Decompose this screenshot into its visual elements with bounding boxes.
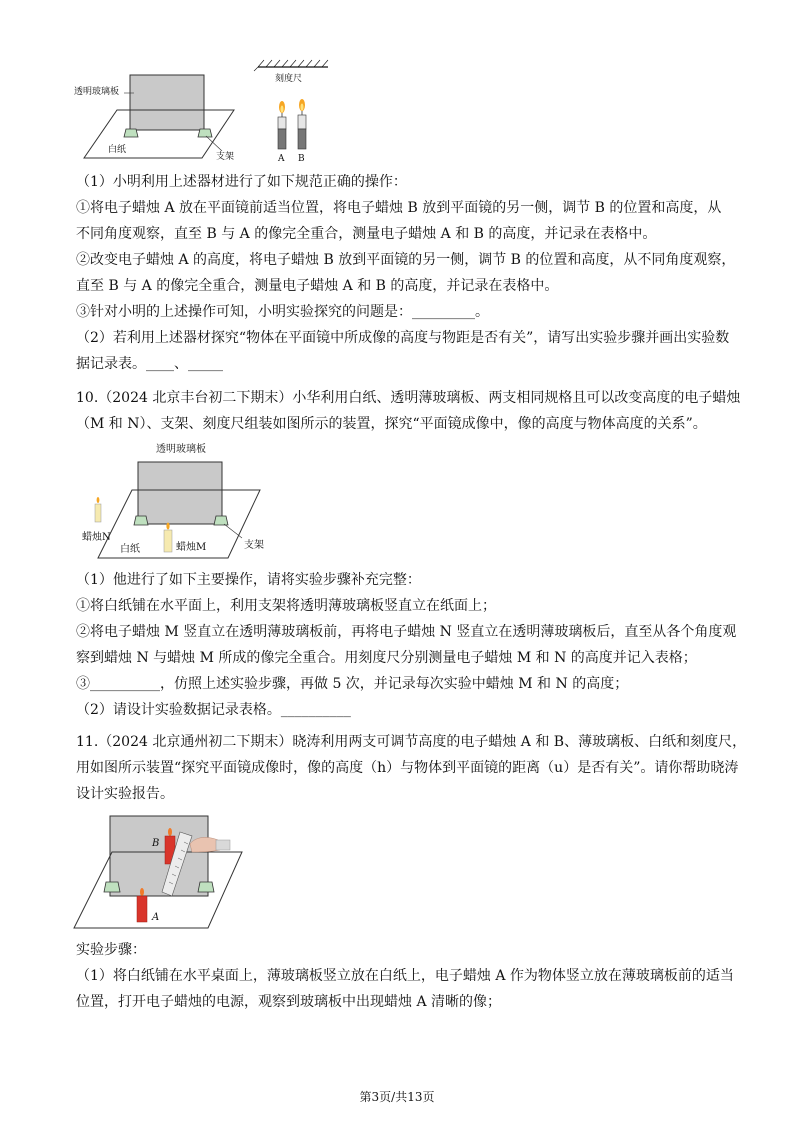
figure-q11-apparatus: [72, 812, 252, 932]
q9-step2-line1: ②改变电子蜡烛 A 的高度，将电子蜡烛 B 放到平面镜的另一侧，调节 B 的位置和高度，从不同角度观察，: [76, 252, 736, 268]
q11-label-b: B: [152, 838, 160, 849]
figure-q9-apparatus: [72, 55, 342, 170]
candle-a-label: A: [278, 154, 285, 164]
q9-step2-line2: 直至 B 与 A 的像完全重合，测量电子蜡烛 A 和 B 的高度，并记录在表格中。: [76, 278, 559, 294]
q10-glass-label: 透明玻璃板: [156, 444, 206, 455]
stand-right: [198, 129, 212, 137]
q10-part2: （2）请设计实验数据记录表格。__________: [76, 702, 351, 718]
page-footer: 第3页/共13页: [359, 1090, 435, 1104]
q10-stand-right: [214, 516, 228, 525]
q10-paper-label: 白纸: [120, 544, 140, 555]
q10-stand-left: [134, 516, 148, 525]
q10-stand-label: 支架: [244, 540, 264, 551]
q9-part2-line1: （2）若利用上述器材探究“物体在平面镜中所成像的高度与物距是否有关”，请写出实验步骤并画出实验数: [76, 330, 730, 346]
q11-stand-left: [104, 882, 120, 892]
q10-part1-intro: （1）他进行了如下主要操作，请将实验步骤补充完整：: [76, 572, 421, 588]
q9-part2-line2: 据记录表。____、_____: [76, 356, 223, 372]
candle-b-label: B: [298, 154, 305, 164]
stand-left: [124, 129, 138, 137]
q11-stem-line1: 11.（2024 北京通州初二下期末）晓涛利用两支可调节高度的电子蜡烛 A 和 B、薄玻璃板、白纸和刻度尺，: [76, 734, 747, 750]
q11-steps-title: 实验步骤：: [76, 942, 146, 958]
q10-glass-board: [138, 462, 222, 524]
q10-stem-line2: （M 和 N）、支架、刻度尺组装如图所示的装置，探究“平面镜成像中，像的高度与物体高度的关系”。: [76, 416, 707, 432]
candle-m-label: 蜡烛M: [176, 542, 207, 553]
candle-n: [95, 497, 101, 522]
ruler-label: 刻度尺: [275, 74, 303, 84]
candle-m: [164, 523, 172, 553]
q11-hand: [190, 837, 230, 852]
q11-label-a: A: [152, 912, 160, 923]
q10-stem-line1: 10.（2024 北京丰台初二下期末）小华利用白纸、透明薄玻璃板、两支相同规格且可以改变高度的电子蜡烛: [76, 390, 741, 406]
q11-step1-line2: 位置，打开电子蜡烛的电源，观察到玻璃板中出现蜡烛 A 清晰的像；: [76, 994, 502, 1010]
q9-step3: ③针对小明的上述操作可知，小明实验探究的问题是：_________。: [76, 304, 489, 320]
q11-step1-line1: （1）将白纸铺在水平桌面上，薄玻璃板竖立放在白纸上，电子蜡烛 A 作为物体竖立放在薄玻璃板前的适当: [76, 968, 734, 984]
q11-glass-board: [110, 816, 208, 896]
q11-stem-line3: 设计实验报告。: [76, 786, 174, 802]
glass-board: [130, 75, 204, 130]
q11-stand-right: [198, 882, 214, 892]
candle-a: [278, 101, 286, 149]
q9-part1-intro: （1）小明利用上述器材进行了如下规范正确的操作：: [76, 174, 407, 190]
glass-label: 透明玻璃板: [74, 87, 120, 97]
q11-stem-line2: 用如图所示装置“探究平面镜成像时，像的高度（h）与物体到平面镜的距离（u）是否有关”。请你帮助晓涛: [76, 760, 739, 776]
candle-b: [298, 99, 306, 149]
q10-step2-line2: 察到蜡烛 N 与蜡烛 M 所成的像完全重合。用刻度尺分别测量电子蜡烛 M 和 N 的高度并记入表格；: [76, 650, 697, 666]
q10-step2-line1: ②将电子蜡烛 M 竖直立在透明薄玻璃板前，再将电子蜡烛 N 竖直立在透明薄玻璃板后，直至从各个角度观: [76, 624, 737, 640]
q10-step3: ③__________，仿照上述实验步骤，再做 5 次，并记录每次实验中蜡烛 M 和 N 的高度；: [76, 676, 629, 692]
figure-q10-apparatus: [82, 440, 292, 560]
paper-label: 白纸: [108, 145, 127, 155]
stand-label: 支架: [216, 152, 235, 162]
q9-step1-line2: 不同角度观察，直至 B 与 A 的像完全重合，测量电子蜡烛 A 和 B 的高度，并记录在表格中。: [76, 226, 657, 242]
candle-n-label: 蜡烛N: [82, 532, 111, 543]
q9-step1-line1: ①将电子蜡烛 A 放在平面镜前适当位置，将电子蜡烛 B 放到平面镜的另一侧，调节 B 的位置和高度，从: [76, 200, 722, 216]
q10-step1: ①将白纸铺在水平面上，利用支架将透明薄玻璃板竖直立在纸面上；: [76, 598, 496, 614]
